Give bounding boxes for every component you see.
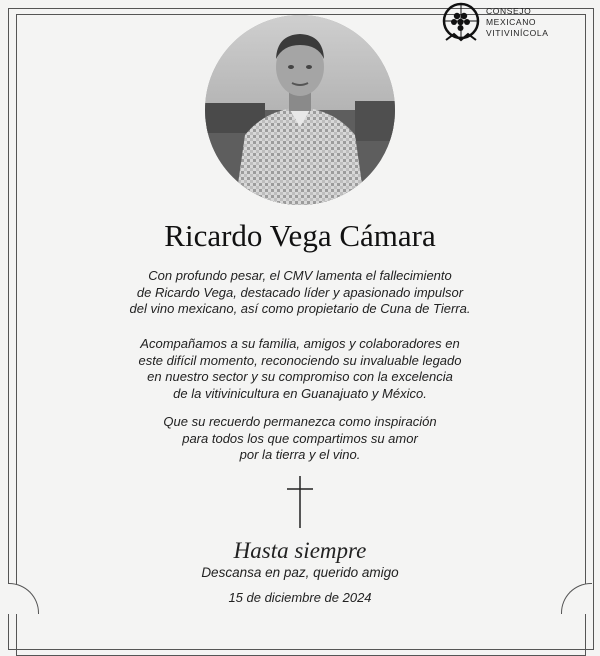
paragraph-line: Acompañamos a su familia, amigos y colaboradores en (140, 336, 460, 351)
logo-line-1: CONSEJO (486, 6, 532, 16)
paragraph-line: en nuestro sector y su compromiso con la excelencia (147, 369, 453, 384)
condolence-paragraph-2 (80, 336, 520, 402)
paragraph-line: del vino mexicano, así como propietario de Cuna de Tierra. (129, 301, 471, 316)
grape-globe-icon (440, 0, 482, 46)
farewell-subtitle: Descansa en paz, querido amigo (201, 565, 399, 580)
paragraph-line: por la tierra y el vino. (239, 447, 361, 462)
condolence-paragraph-3 (80, 414, 520, 464)
logo-wordmark (486, 6, 548, 39)
farewell-heading: Hasta siempre (233, 538, 367, 563)
paragraph-line: de Ricardo Vega, destacado líder y apasionado impulsor (136, 284, 464, 300)
cross-icon (287, 476, 313, 528)
portrait-photo (205, 15, 395, 205)
cmv-logo (440, 0, 600, 48)
portrait-illustration (205, 15, 395, 205)
condolence-paragraph-1 (80, 268, 520, 318)
paragraph-line: para todos los que compartimos su amor (182, 430, 418, 446)
paragraph-line: este difícil momento, reconociendo su invaluable legado (138, 352, 462, 368)
memorial-date: 15 de diciembre de 2024 (228, 590, 372, 605)
paragraph-line: de la vitivinicultura en Guanajuato y México. (173, 385, 427, 401)
paragraph-line: Con profundo pesar, el CMV lamenta el fallecimiento (148, 268, 452, 283)
logo-line-3: VITIVINÍCOLA (486, 28, 549, 38)
deceased-name: Ricardo Vega Cámara (164, 218, 436, 253)
logo-line-2: MEXICANO (486, 17, 537, 27)
paragraph-line: Que su recuerdo permanezca como inspiración (163, 414, 437, 429)
